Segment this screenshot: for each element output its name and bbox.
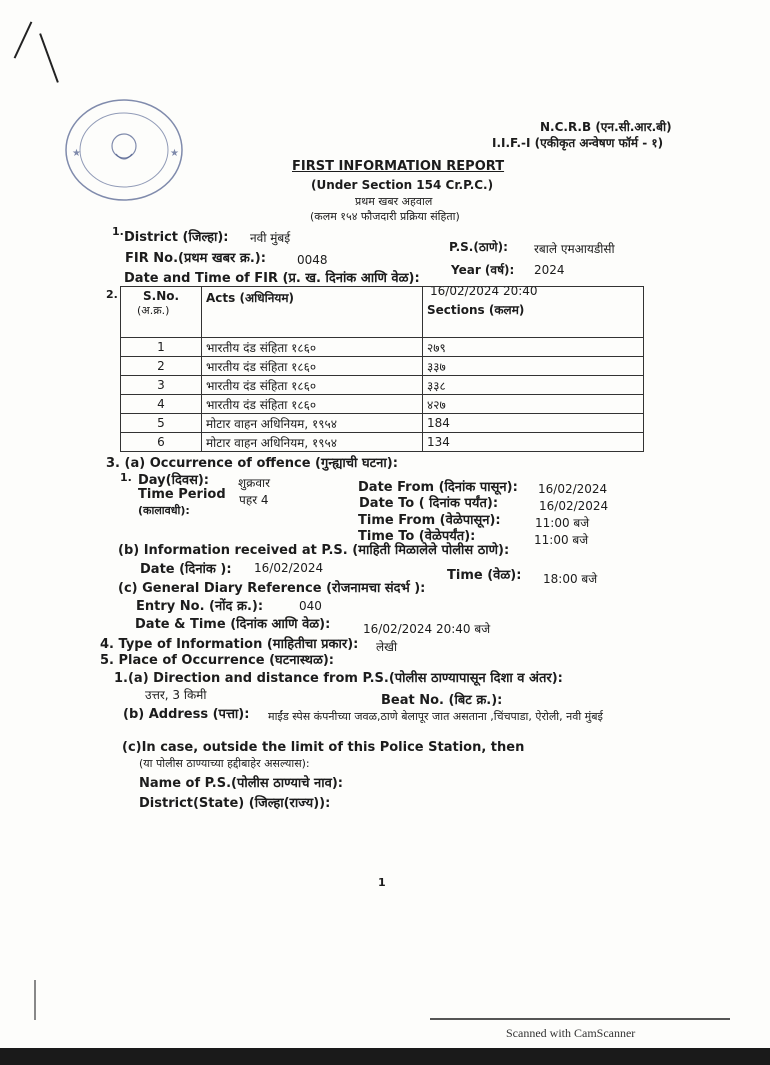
row-act: मोटार वाहन अधिनियम, १९५४ <box>202 414 423 433</box>
day-value: शुक्रवार <box>238 476 271 490</box>
table-row <box>121 376 644 395</box>
scan-edge-mark <box>14 21 33 58</box>
outside-limit-label: (c)In case, outside the limit of this Police Station, then <box>122 740 525 755</box>
direction-label: 1.(a) Direction and distance from P.S.(पोलीस ठाण्यापासून दिशा व अंतर): <box>114 671 563 686</box>
report-subtitle: (Under Section 154 Cr.P.C.) <box>311 178 494 192</box>
column-header-acts: Acts (अधिनियम) <box>202 287 423 338</box>
day-number: 1. <box>120 471 132 484</box>
outside-limit-label-mr: (या पोलीस ठाण्याच्या हद्दीबाहेर असल्यास): <box>139 757 310 770</box>
direction-value: उत्तर, 3 किमी <box>145 688 207 702</box>
row-section: ३३८ <box>423 376 644 395</box>
sno-header-mr: (अ.क्र.) <box>137 304 170 317</box>
day-label: Day(दिवस): <box>138 473 210 488</box>
info-time-value: 18:00 बजे <box>543 572 598 586</box>
row-act: भारतीय दंड संहिता १८६० <box>202 338 423 357</box>
row-section: ४२७ <box>423 395 644 414</box>
camscanner-watermark: Scanned with CamScanner <box>506 1026 636 1040</box>
page-number: 1 <box>378 876 386 889</box>
section-1-number: 1. <box>112 225 124 238</box>
row-sno: 2 <box>121 357 202 376</box>
time-period-label: Time Period <box>138 487 226 502</box>
table-row <box>121 395 644 414</box>
row-act: भारतीय दंड संहिता १८६० <box>202 395 423 414</box>
row-sno: 5 <box>121 414 202 433</box>
place-heading: 5. Place of Occurrence (घटनास्थळ): <box>100 653 334 668</box>
year-value: 2024 <box>534 263 565 277</box>
column-header-sections: Sections (कलम) <box>423 287 644 338</box>
report-subtitle-mr: प्रथम खबर अहवाल <box>355 195 433 208</box>
district-state-label: District(State) (जिल्हा(राज्य)): <box>139 796 331 811</box>
info-received-label: (b) Information received at P.S. (माहिती मिळालेले पोलीस ठाणे): <box>118 543 510 558</box>
fir-datetime-value: 16/02/2024 20:40 <box>430 284 538 298</box>
type-of-info-label: 4. Type of Information (माहितीचा प्रकार): <box>100 637 359 652</box>
time-period-value: पहर 4 <box>239 493 269 507</box>
scan-bottom-line <box>430 1018 730 1020</box>
row-act: भारतीय दंड संहिता १८६० <box>202 376 423 395</box>
type-of-info-value: लेखी <box>376 640 398 654</box>
row-sno: 6 <box>121 433 202 452</box>
row-sno: 3 <box>121 376 202 395</box>
entry-no-value: 040 <box>299 599 322 613</box>
fir-no-label: FIR No.(प्रथम खबर क्र.): <box>125 251 266 266</box>
row-act: भारतीय दंड संहिता १८६० <box>202 357 423 376</box>
row-section: 184 <box>423 414 644 433</box>
scan-bottom-bar <box>0 1048 770 1065</box>
row-section: ३३७ <box>423 357 644 376</box>
table-row <box>121 414 644 433</box>
acts-table <box>120 286 644 452</box>
sno-header-text: S.No. <box>143 289 180 303</box>
row-act: मोटार वाहन अधिनियम, १९५४ <box>202 433 423 452</box>
scan-edge-mark <box>39 33 59 83</box>
time-to-label: Time To (वेळेपर्यंत): <box>358 529 476 544</box>
iif-label: I.I.F.-I (एकीकृत अन्वेषण फॉर्म - १) <box>492 136 664 150</box>
entry-no-label: Entry No. (नोंद क्र.): <box>136 599 264 614</box>
svg-text:★: ★ <box>170 148 179 159</box>
address-label: (b) Address (पत्ता): <box>123 707 250 722</box>
info-date-label: Date (दिनांक ): <box>140 562 232 577</box>
ps-label: P.S.(ठाणे): <box>449 240 508 254</box>
date-to-label: Date To ( दिनांक पर्यंत): <box>359 496 499 511</box>
info-date-value: 16/02/2024 <box>254 561 324 575</box>
column-header-sno <box>121 287 202 338</box>
row-sno: 4 <box>121 395 202 414</box>
date-from-value: 16/02/2024 <box>538 482 608 496</box>
police-stamp-icon <box>62 96 192 206</box>
district-value: नवी मुंबई <box>250 231 291 245</box>
time-from-value: 11:00 बजे <box>535 516 590 530</box>
table-row <box>121 338 644 357</box>
gd-datetime-label: Date & Time (दिनांक आणि वेळ): <box>135 617 331 632</box>
table-header-row <box>121 287 644 338</box>
table-row <box>121 433 644 452</box>
scan-left-edge <box>34 980 36 1020</box>
row-sno: 1 <box>121 338 202 357</box>
district-label: District (जिल्हा): <box>124 230 229 245</box>
time-from-label: Time From (वेळेपासून): <box>358 513 501 528</box>
section-2-number: 2. <box>106 288 118 301</box>
row-section: २७९ <box>423 338 644 357</box>
svg-text:★: ★ <box>72 148 81 159</box>
ncrb-label: N.C.R.B (एन.सी.आर.बी) <box>540 120 672 134</box>
year-label: Year (वर्ष): <box>451 263 515 277</box>
address-value: माईंड स्पेस कंपनीच्या जवळ,ठाणे बेलापूर जात असताना ,चिंचपाडा, ऐरोली, नवी मुंबई <box>268 710 603 723</box>
date-to-value: 16/02/2024 <box>539 499 609 513</box>
gd-reference-label: (c) General Diary Reference (रोजनामचा संदर्भ ): <box>118 581 426 596</box>
report-title: FIRST INFORMATION REPORT <box>292 159 505 174</box>
fir-no-value: 0048 <box>297 253 328 267</box>
fir-datetime-label: Date and Time of FIR (प्र. ख. दिनांक आणि वेळ): <box>124 271 420 286</box>
table-row <box>121 357 644 376</box>
ps-value: रबाले एमआयडीसी <box>534 242 615 256</box>
ps-name-label: Name of P.S.(पोलीस ठाण्याचे नाव): <box>139 776 343 791</box>
info-time-label: Time (वेळ): <box>447 568 522 583</box>
time-period-label-mr: (कालावधी): <box>138 504 190 517</box>
gd-datetime-value: 16/02/2024 20:40 बजे <box>363 622 491 636</box>
date-from-label: Date From (दिनांक पासून): <box>358 480 518 495</box>
time-to-value: 11:00 बजे <box>534 533 589 547</box>
beat-no-label: Beat No. (बिट क्र.): <box>381 693 503 708</box>
occurrence-heading: 3. (a) Occurrence of offence (गुन्ह्याची घटना): <box>106 456 398 471</box>
row-section: 134 <box>423 433 644 452</box>
report-subtitle-mr2: (कलम १५४ फौजदारी प्रक्रिया संहिता) <box>310 210 460 223</box>
